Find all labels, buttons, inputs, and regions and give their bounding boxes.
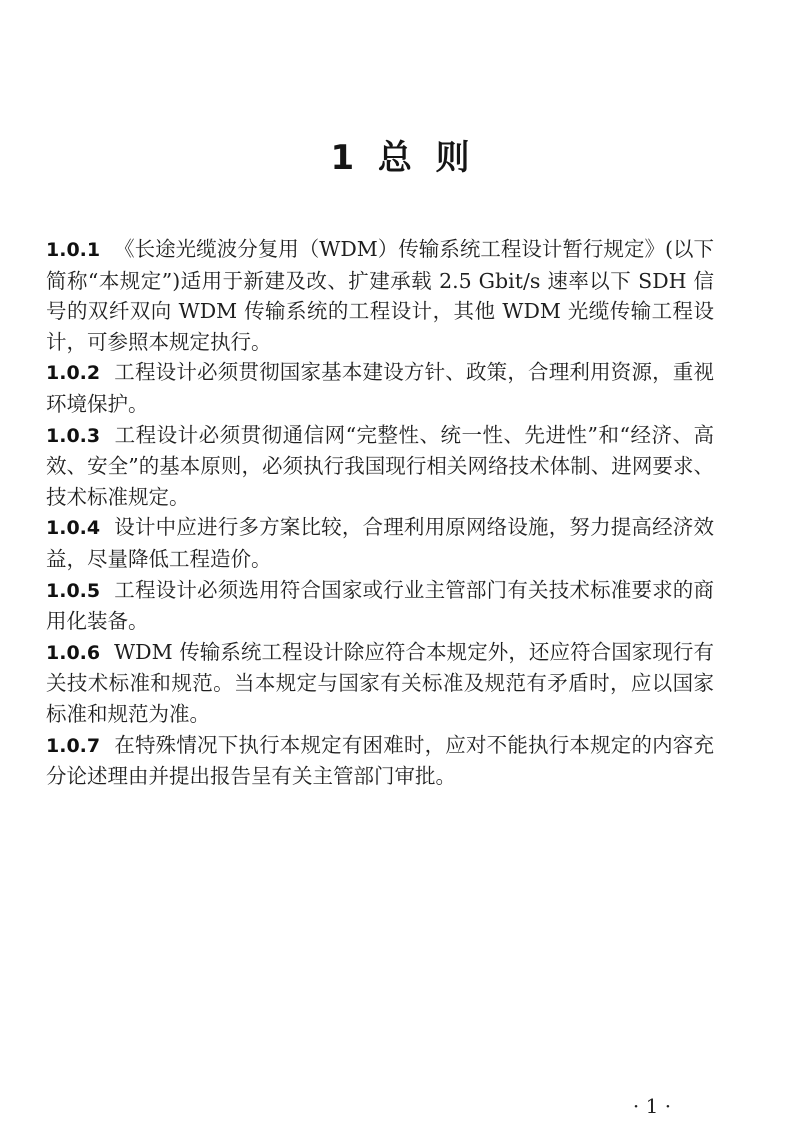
clause-list (46, 234, 714, 792)
clause-number: 1.0.1 (46, 239, 101, 261)
clause-1-0-1 (46, 234, 714, 357)
clause-text: 在特殊情况下执行本规定有困难时，应对不能执行本规定的内容充分论述理由并提出报告呈有关主管部门审批。 (46, 732, 714, 789)
clause-number: 1.0.2 (46, 362, 101, 385)
clause-text: 《长途光缆波分复用（WDM）传输系统工程设计暂行规定》(以下简称“本规定”)适用于新建及改、扩建承载 2.5 Gbit/s 速率以下 SDH 信号的双纤双向 WDM 传输系统的工程设计，其他 WDM 光缆传输工程设计，可参照本规定执行。 (46, 237, 714, 354)
clause-number: 1.0.6 (46, 641, 101, 664)
clause-1-0-6 (46, 637, 714, 730)
clause-1-0-2 (46, 357, 714, 419)
clause-1-0-7 (46, 730, 714, 792)
clause-number: 1.0.3 (46, 424, 101, 447)
clause-1-0-3 (46, 420, 714, 513)
clause-number: 1.0.5 (46, 579, 101, 602)
clause-text: 工程设计必须选用符合国家或行业主管部门有关技术标准要求的商用化装备。 (46, 577, 714, 634)
clause-number: 1.0.4 (46, 517, 101, 540)
clause-text: 工程设计必须贯彻通信网“完整性、统一性、先进性”和“经济、高效、安全”的基本原则，必须执行我国现行相关网络技术体制、进网要求、技术标准规定。 (46, 422, 714, 509)
clause-text: 设计中应进行多方案比较，合理利用原网络设施，努力提高经济效益，尽量降低工程造价。 (46, 515, 714, 571)
clause-1-0-4 (46, 512, 714, 574)
clause-number: 1.0.7 (46, 734, 101, 757)
clause-text: WDM 传输系统工程设计除应符合本规定外，还应符合国家现行有关技术标准和规范。当本规定与国家有关标准及规范有矛盾时，应以国家标准和规范为准。 (46, 639, 714, 726)
chapter-title: 1 总 则 (330, 138, 470, 178)
clause-1-0-5 (46, 575, 714, 637)
page-number: · 1 · (632, 1094, 672, 1118)
clause-text: 工程设计必须贯彻国家基本建设方针、政策，合理利用资源，重视环境保护。 (46, 360, 714, 416)
